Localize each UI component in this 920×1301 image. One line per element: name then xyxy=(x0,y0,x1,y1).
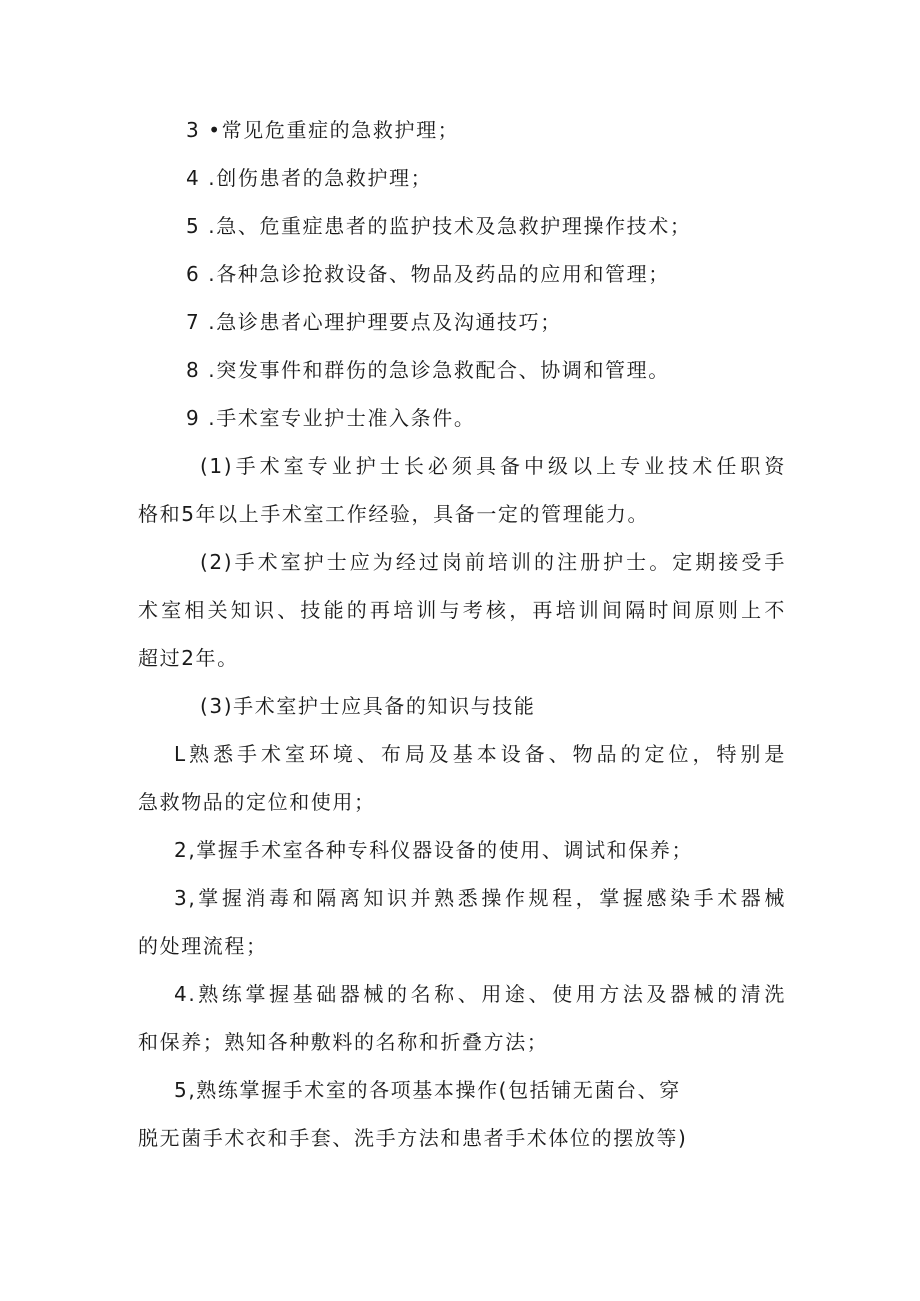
paragraph-1-line-1: (1)手术室专业护士长必须具备中级以上专业技术任职资 xyxy=(200,454,786,478)
list-item-4: 4 .创伤患者的急救护理； xyxy=(186,166,433,190)
list-item-9: 9 .手术室专业护士准入条件。 xyxy=(186,406,476,430)
skill-5-line-1: 5,熟练掌握手术室的各项基本操作(包括铺无菌台、穿 xyxy=(174,1078,681,1102)
skill-1-line-1: L熟悉手术室环境、布局及基本设备、物品的定位，特别是 xyxy=(174,742,786,766)
paragraph-2-line-3: 超过2年。 xyxy=(138,646,239,670)
list-item-7: 7 .急诊患者心理护理要点及沟通技巧； xyxy=(186,310,562,334)
skill-1-line-2: 急救物品的定位和使用； xyxy=(138,790,376,814)
list-item-6: 6 .各种急诊抢救设备、物品及药品的应用和管理； xyxy=(186,262,670,286)
paragraph-1-line-2: 格和5年以上手术室工作经验，具备一定的管理能力。 xyxy=(138,502,650,526)
paragraph-2-line-1: (2)手术室护士应为经过岗前培训的注册护士。定期接受手 xyxy=(200,550,786,574)
skill-5-line-2: 脱无菌手术衣和手套、洗手方法和患者手术体位的摆放等) xyxy=(138,1126,688,1150)
list-item-5: 5 .急、危重症患者的监护技术及急救护理操作技术； xyxy=(186,214,692,238)
list-item-8: 8 .突发事件和群伤的急诊急救配合、协调和管理。 xyxy=(186,358,670,382)
paragraph-3-heading: (3)手术室护士应具备的知识与技能 xyxy=(200,694,536,718)
paragraph-2-line-2: 术室相关知识、技能的再培训与考核，再培训间隔时间原则上不 xyxy=(138,598,786,622)
skill-3-line-2: 的处理流程； xyxy=(138,934,268,958)
skill-4-line-2: 和保养；熟知各种敷料的名称和折叠方法； xyxy=(138,1030,549,1054)
skill-3-line-1: 3,掌握消毒和隔离知识并熟悉操作规程，掌握感染手术器械 xyxy=(174,886,786,910)
list-item-3: 3 •常见危重症的急救护理； xyxy=(186,118,460,142)
skill-2: 2,掌握手术室各种专科仪器设备的使用、调试和保养； xyxy=(174,838,694,862)
skill-4-line-1: 4.熟练掌握基础器械的名称、用途、使用方法及器械的清洗 xyxy=(174,982,786,1006)
